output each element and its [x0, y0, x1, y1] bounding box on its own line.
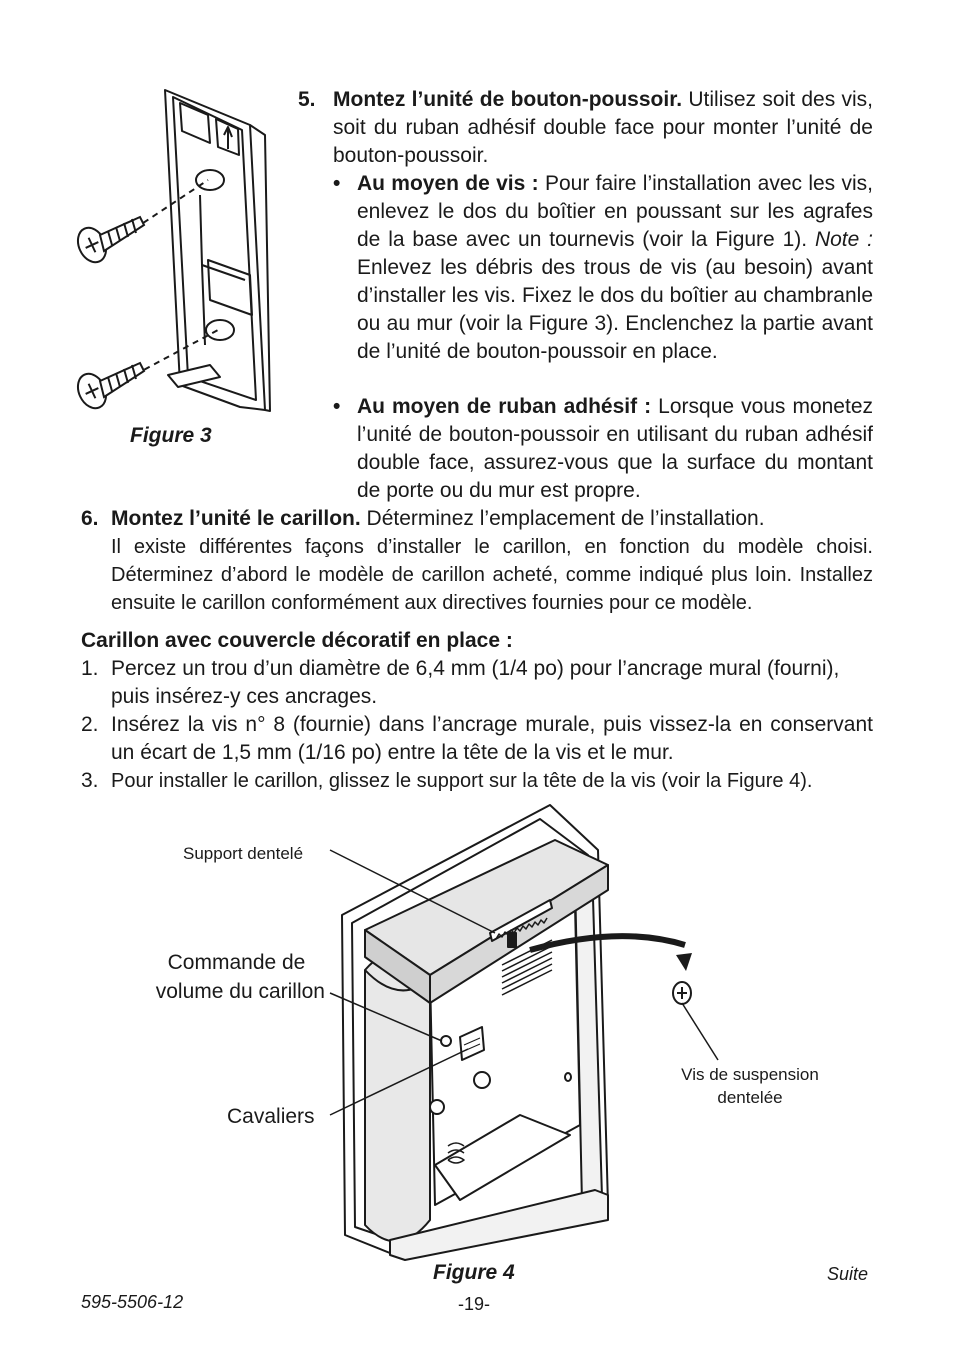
bullet-screws-note: Note : [814, 228, 874, 251]
bullet-screws-title: Au moyen de vis : [357, 172, 539, 195]
bullet-symbol: • [333, 172, 341, 195]
label-volume-line-1: Commande de [167, 951, 306, 974]
section-heading: Carillon avec couvercle décoratif en place : [81, 629, 513, 652]
figure-3-caption: Figure 3 [130, 424, 212, 447]
step-6-body: Déterminez l’emplacement de l’installation. [360, 507, 765, 530]
bullet-tape [333, 393, 873, 505]
bullet-screws [333, 170, 873, 366]
step-5-text [333, 86, 873, 170]
item-3-text: Pour installer le carillon, glissez le support sur la tête de la vis (voir la Figure 4). [111, 770, 813, 792]
label-serrated-screw [660, 1063, 840, 1109]
bullet-screws-text-1: Pour faire l’installation avec les vis, enlevez le dos du boîtier en poussant sur les agrafes de la base avec un tournevis (voir la Figure 1). [357, 172, 873, 251]
step-6-heading [111, 505, 873, 533]
step-5-body: Utilisez soit des vis, soit du ruban adhésif double face pour monter l’unité de bouton-poussoir. [333, 88, 873, 167]
step-6-paragraph: Il existe différentes façons d’installer le carillon, en fonction du modèle choisi. Déterminez d’abord le modèle de carillon acheté, comme indiqué plus loin. Installez ensuite le carillon conformément aux directives fournies pour ce modèle. [111, 536, 873, 614]
item-2-text: Insérez la vis n° 8 (fournie) dans l’ancrage murale, puis vissez-la en conservant un écart de 1,5 mm (1/16 po) entre la tête de la vis et le mur. [111, 713, 873, 764]
item-1-number: 1. [81, 657, 99, 680]
item-3-number: 3. [81, 769, 99, 792]
step-6-title: Montez l’unité le carillon. [111, 507, 361, 530]
label-cavaliers: Cavaliers [227, 1105, 315, 1128]
page-number: -19- [458, 1294, 491, 1314]
continued-label: Suite [827, 1264, 869, 1284]
document-number: 595-5506-12 [81, 1292, 184, 1312]
label-volume-line-2: volume du carillon [155, 980, 325, 1003]
figure-3-illustration [70, 85, 280, 415]
step-6-number: 6. [81, 507, 99, 530]
item-2-number: 2. [81, 713, 99, 736]
label-volume-control [120, 948, 325, 1006]
bullet-symbol: • [333, 395, 341, 418]
label-screw-line-1: Vis de suspension [681, 1065, 819, 1084]
label-screw-line-2: dentelée [717, 1088, 783, 1107]
step-5-number: 5. [298, 88, 316, 111]
step-5-title: Montez l’unité de bouton-poussoir. [333, 88, 683, 111]
item-1-text: Percez un trou d’un diamètre de 6,4 mm (1/4 po) pour l’ancrage mural (fourni), puis insérez-y ces ancrages. [111, 657, 840, 708]
label-support-dentele: Support dentelé [183, 844, 304, 863]
bullet-tape-text: Lorsque vous monetez l’unité de bouton-poussoir en utilisant du ruban adhésif double face, assurez-vous que la surface du montant de porte ou du mur est propre. [357, 395, 873, 502]
bullet-screws-text-2: Enlevez les débris des trous de vis (au besoin) avant d’installer les vis. Fixez le dos du boîtier au chambranle ou au mur (voir la Figure 3). Enclenchez la partie avant de l’unité de bouton-poussoir en place. [357, 256, 873, 363]
bullet-tape-title: Au moyen de ruban adhésif : [357, 395, 652, 418]
figure-4-illustration [330, 805, 710, 1260]
figure-4-caption: Figure 4 [433, 1261, 515, 1284]
